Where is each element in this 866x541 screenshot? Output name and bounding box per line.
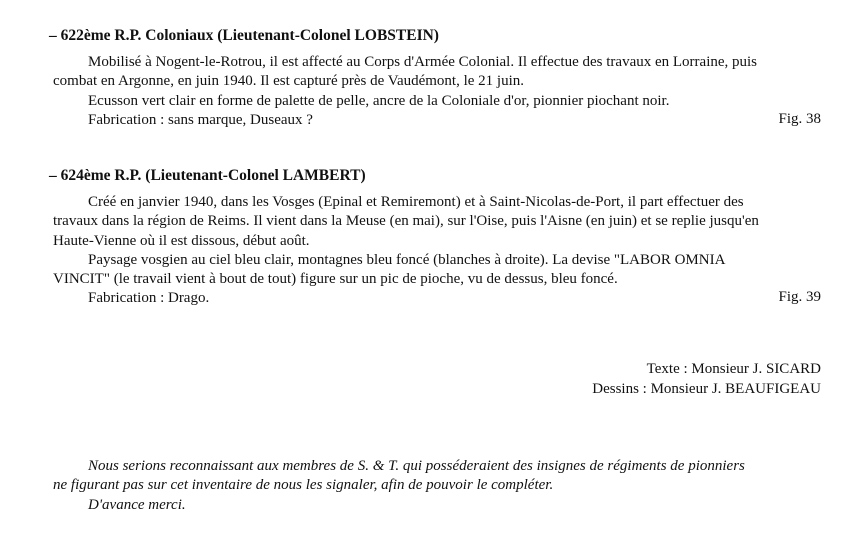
figure-reference-38: Fig. 38 bbox=[778, 111, 821, 127]
section-body-622 bbox=[53, 53, 821, 130]
note-line: D'avance merci. bbox=[88, 496, 186, 513]
body-line: Paysage vosgien au ciel bleu clair, montagnes bleu foncé (blanches à droite). La devise "LABOR OMNIA bbox=[88, 251, 726, 268]
body-line: Ecusson vert clair en forme de palette de pelle, ancre de la Coloniale d'or, pionnier piochant noir. bbox=[88, 92, 670, 109]
note-line: Nous serions reconnaissant aux membres de S. & T. qui posséderaient des insignes de régiments de pionniers bbox=[88, 458, 745, 474]
body-line: Fabrication : Drago. bbox=[88, 290, 210, 307]
section-heading-622: – 622ème R.P. Coloniaux (Lieutenant-Colonel LOBSTEIN) bbox=[49, 27, 439, 44]
credit-texte: Texte : Monsieur J. SICARD bbox=[646, 361, 821, 377]
body-line: Mobilisé à Nogent-le-Rotrou, il est affecté au Corps d'Armée Colonial. Il effectue des travaux en Lorraine, puis bbox=[88, 54, 758, 70]
closing-note bbox=[53, 457, 821, 515]
body-line: Haute-Vienne où il est dissous, début août. bbox=[53, 232, 310, 249]
body-line: combat en Argonne, en juin 1940. Il est capturé près de Vaudémont, le 21 juin. bbox=[53, 73, 525, 90]
figure-reference-39: Fig. 39 bbox=[778, 289, 821, 305]
body-line: VINCIT" (le travail vient à bout de tout) figure sur un pic de pioche, vu de dessus, bleu foncé. bbox=[53, 271, 618, 288]
section-heading-624: – 624ème R.P. (Lieutenant-Colonel LAMBERT) bbox=[49, 167, 366, 184]
body-line: Créé en janvier 1940, dans les Vosges (Epinal et Remiremont) et à Saint-Nicolas-de-Port, il part effectuer des bbox=[88, 194, 744, 210]
body-line: Fabrication : sans marque, Duseaux ? bbox=[88, 111, 313, 128]
note-line: ne figurant pas sur cet inventaire de nous les signaler, afin de pouvoir le compléter. bbox=[53, 477, 554, 494]
body-line: travaux dans la région de Reims. Il vient dans la Meuse (en mai), sur l'Oise, puis l'Aisne (en juin) et se replie jusqu'en bbox=[53, 213, 759, 230]
section-body-624 bbox=[53, 193, 821, 309]
credit-dessins: Dessins : Monsieur J. BEAUFIGEAU bbox=[592, 381, 821, 397]
